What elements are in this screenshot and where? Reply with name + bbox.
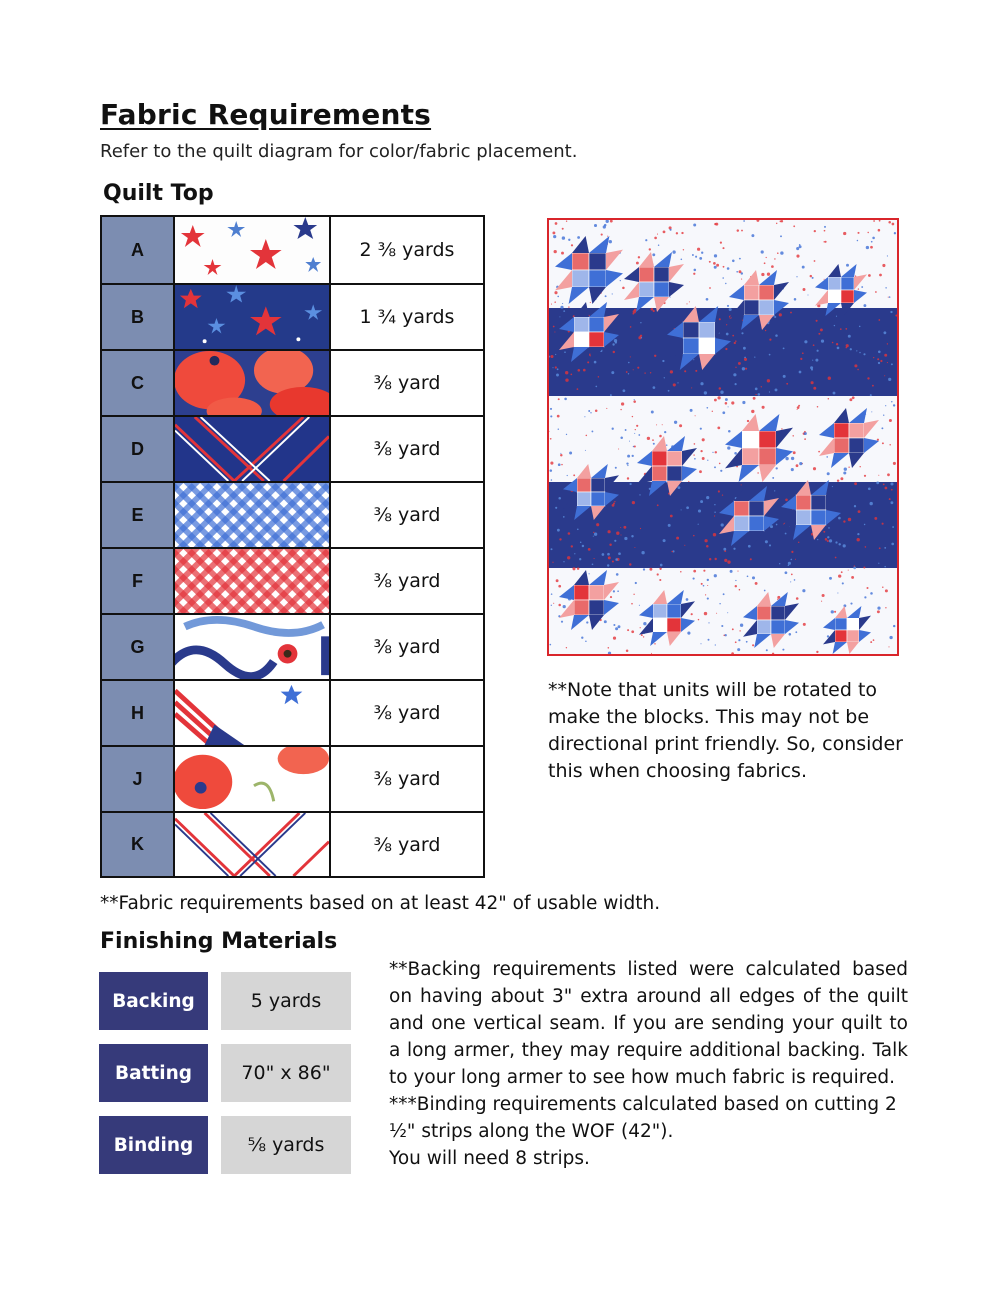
fabric-letter: A — [102, 217, 175, 283]
fabric-letter: D — [102, 417, 175, 481]
fabric-letter: C — [102, 351, 175, 415]
fabric-amount: ⅜ yard — [373, 833, 441, 856]
backing-binding-notes — [389, 956, 908, 1172]
fabric-swatch-d — [175, 417, 331, 481]
fabric-swatch-e — [175, 483, 331, 547]
binding-label: Binding — [99, 1116, 208, 1174]
fabric-row-c — [102, 349, 483, 415]
fabric-amount: ⅜ yard — [373, 768, 441, 790]
batting-label: Batting — [99, 1044, 208, 1102]
fabric-swatch-g — [175, 615, 331, 679]
fabric-letter: H — [102, 681, 175, 745]
fabric-swatch-j — [175, 747, 331, 811]
backing-label: Backing — [99, 972, 208, 1030]
fabric-row-h — [102, 679, 483, 745]
fabric-letter: K — [102, 813, 175, 876]
fabric-row-d — [102, 415, 483, 481]
fabric-amount: ⅜ yard — [373, 372, 441, 394]
backing-note: **Backing requirements listed were calculated based on having about 3" extra around all edges of the quilt and one vertical seam. If you are sending your quilt to a long armer, they may require additional backing. Talk to your long armer to see how much fabric is required. — [389, 959, 908, 1088]
fabric-row-e — [102, 481, 483, 547]
fabric-swatch-a — [175, 217, 331, 283]
binding-note: ***Binding requirements calculated based on cutting 2 ½" strips along the WOF (42"). — [389, 1094, 897, 1142]
fabric-amount: ⅜ yard — [373, 570, 441, 592]
fabric-requirements-table — [100, 215, 485, 878]
fabric-amount: ⅜ yard — [373, 636, 441, 658]
fabric-amount: ⅜ yard — [373, 504, 441, 526]
rotation-note: **Note that units will be rotated to make the blocks. This may not be directional print friendly. So, consider this when choosing fabrics. — [548, 679, 903, 782]
fabric-swatch-f — [175, 549, 331, 613]
fabric-row-j — [102, 745, 483, 811]
fabric-amount: 2 ⅜ yards — [359, 239, 455, 261]
fabric-swatch-k — [175, 813, 331, 876]
quilt-diagram-graphic — [549, 220, 897, 654]
backing-value: 5 yards — [221, 972, 351, 1030]
quilt-top-heading: Quilt Top — [103, 181, 214, 206]
finishing-heading: Finishing Materials — [100, 929, 338, 954]
fabric-swatch-h — [175, 681, 331, 745]
batting-value: 70" x 86" — [221, 1044, 351, 1102]
width-note: **Fabric requirements based on at least 42" of usable width. — [100, 893, 661, 914]
fabric-amount: ⅜ yard — [373, 438, 441, 460]
fabric-row-f — [102, 547, 483, 613]
page-title: Fabric Requirements — [100, 98, 432, 131]
fabric-amount: 1 ¾ yards — [359, 306, 455, 328]
fabric-letter: F — [102, 549, 175, 613]
fabric-letter: G — [102, 615, 175, 679]
fabric-letter: E — [102, 483, 175, 547]
fabric-amount: ⅜ yard — [373, 702, 441, 724]
binding-value: ⅝ yards — [221, 1116, 351, 1174]
fabric-row-k — [102, 811, 483, 876]
fabric-letter: J — [102, 747, 175, 811]
fabric-letter: B — [102, 285, 175, 349]
strips-note: You will need 8 strips. — [389, 1148, 590, 1169]
fabric-row-g — [102, 613, 483, 679]
quilt-diagram — [547, 218, 899, 656]
fabric-swatch-b — [175, 285, 331, 349]
page-subtitle: Refer to the quilt diagram for color/fabric placement. — [100, 141, 578, 162]
fabric-swatch-c — [175, 351, 331, 415]
fabric-row-b — [102, 283, 483, 349]
fabric-row-a — [102, 217, 483, 283]
